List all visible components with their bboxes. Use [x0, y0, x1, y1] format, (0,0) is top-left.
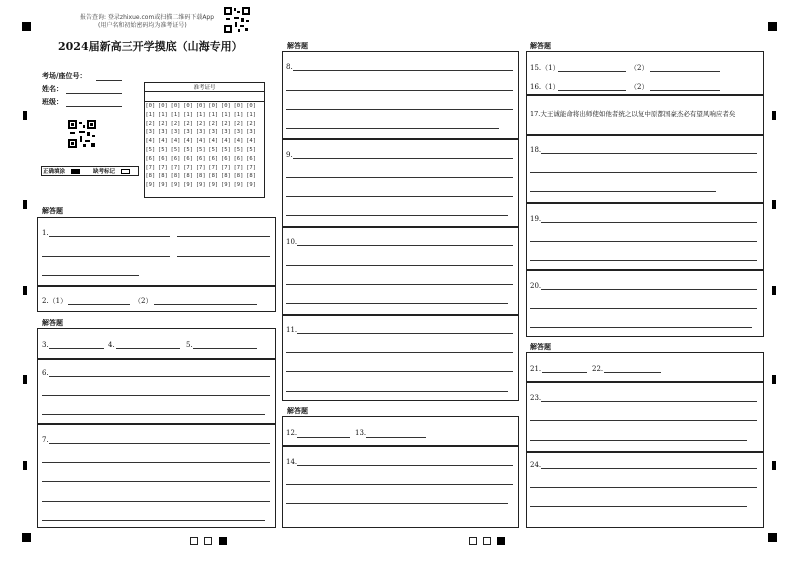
section-label: 解答题 [42, 318, 63, 327]
answer-box-q23 [526, 382, 764, 452]
ticket-digit-bubble[interactable]: [4] [220, 138, 231, 145]
q6-answer-line[interactable] [49, 376, 270, 377]
q23-answer-line[interactable] [541, 401, 757, 402]
timing-mark [768, 22, 777, 31]
q20-answer-line[interactable] [530, 327, 752, 328]
section-label: 解答题 [42, 206, 63, 215]
q2-part1-label: 2.（1） [42, 297, 68, 305]
page-mark-fill [219, 537, 227, 545]
q23-label: 23. [530, 394, 542, 402]
q3-answer-line[interactable] [49, 348, 104, 349]
ticket-digit-bubble[interactable]: [4] [233, 138, 244, 145]
section-label: 解答题 [287, 41, 308, 50]
ticket-digit-bubble[interactable]: [7] [246, 164, 257, 171]
q7-answer-line[interactable] [42, 462, 270, 463]
page-title: 2024届新高三开学摸底（山海专用） [58, 40, 243, 53]
q7-answer-line[interactable] [42, 520, 265, 521]
ticket-digit-bubble[interactable]: [8] [170, 173, 181, 180]
q10-answer-line[interactable] [286, 284, 513, 285]
q18-answer-line[interactable] [530, 191, 716, 192]
ticket-digit-bubble[interactable]: [9] [183, 182, 194, 189]
ticket-digit-bubble[interactable]: [1] [233, 111, 244, 118]
ticket-digit-bubble[interactable]: [3] [145, 129, 156, 136]
ticket-digit-bubble[interactable]: [2] [170, 120, 181, 127]
q20-answer-line[interactable] [530, 308, 757, 309]
timing-mark [772, 111, 776, 120]
q15-part1-label: 15.（1） [530, 64, 560, 72]
q2-part1-line[interactable] [68, 304, 130, 305]
q16-part1-line[interactable] [558, 90, 626, 91]
ticket-digit-bubble[interactable]: [7] [157, 164, 168, 171]
missing-mark-checkbox[interactable] [121, 169, 130, 174]
q1-answer-line[interactable] [49, 236, 170, 237]
q5-label: 5. [186, 341, 193, 349]
ticket-digit-bubble[interactable]: [2] [246, 120, 257, 127]
timing-mark [23, 111, 27, 120]
ticket-digit-grid[interactable] [144, 103, 265, 191]
ticket-digit-bubble[interactable]: [7] [208, 164, 219, 171]
ticket-digit-bubble[interactable]: [7] [233, 164, 244, 171]
ticket-digit-bubble[interactable]: [5] [208, 146, 219, 153]
ticket-digit-bubble[interactable]: [2] [220, 120, 231, 127]
ticket-digit-bubble[interactable]: [3] [220, 129, 231, 136]
student-qr-code [68, 120, 96, 148]
q19-answer-line[interactable] [541, 222, 757, 223]
ticket-digit-bubble[interactable]: [9] [195, 182, 206, 189]
report-notice-sub: (用户名和初始密码均为准考证号) [98, 22, 187, 29]
answer-box-q9 [282, 139, 519, 227]
section-label: 解答题 [530, 41, 551, 50]
ticket-digit-bubble[interactable]: [0] [145, 103, 156, 109]
timing-mark [772, 461, 776, 470]
ticket-digit-bubble[interactable]: [0] [220, 103, 231, 109]
q7-answer-line[interactable] [42, 481, 270, 482]
ticket-digit-bubble[interactable]: [8] [220, 173, 231, 180]
ticket-digit-bubble[interactable]: [3] [183, 129, 194, 136]
ticket-digit-bubble[interactable]: [3] [195, 129, 206, 136]
ticket-digit-bubble[interactable]: [3] [157, 129, 168, 136]
ticket-digit-bubble[interactable]: [8] [233, 173, 244, 180]
timing-mark [23, 200, 27, 209]
q1-answer-line[interactable] [177, 236, 270, 237]
ticket-digit-bubble[interactable]: [7] [170, 164, 181, 171]
q10-answer-line[interactable] [286, 303, 508, 304]
answer-box-q21-22 [526, 352, 764, 382]
q11-label: 11. [286, 326, 298, 334]
q9-label: 9. [286, 151, 293, 159]
ticket-digit-bubble[interactable]: [8] [195, 173, 206, 180]
q9-answer-line[interactable] [286, 215, 508, 216]
answer-box-q18 [526, 135, 764, 203]
ticket-digit-bubble[interactable]: [4] [145, 138, 156, 145]
answer-box-q11 [282, 315, 519, 401]
q24-label: 24. [530, 461, 542, 469]
q22-label: 22. [592, 365, 604, 373]
page-mark-box [483, 537, 491, 545]
answer-box-q14 [282, 446, 519, 528]
ticket-digit-bubble[interactable]: [7] [183, 164, 194, 171]
timing-mark [772, 286, 776, 295]
q8-answer-line[interactable] [286, 90, 513, 91]
q9-answer-line[interactable] [286, 177, 513, 178]
q18-label: 18. [530, 146, 542, 154]
ticket-digit-row [144, 112, 265, 121]
q14-label: 14. [286, 458, 298, 466]
ticket-digit-bubble[interactable]: [3] [208, 129, 219, 136]
ticket-digit-row [144, 129, 265, 138]
name-label: 姓名： [42, 84, 63, 93]
ticket-digit-bubble[interactable]: [6] [157, 155, 168, 162]
timing-mark [22, 533, 31, 542]
q11-answer-line[interactable] [297, 333, 513, 334]
ticket-divider [144, 91, 265, 92]
page-mark-fill [497, 537, 505, 545]
ticket-digit-bubble[interactable]: [9] [208, 182, 219, 189]
q19-answer-line[interactable] [530, 241, 757, 242]
ticket-digit-bubble[interactable]: [6] [183, 155, 194, 162]
correct-fill-label: 正确填涂 [43, 169, 66, 175]
missing-mark-label: 缺考标记 [93, 169, 116, 175]
ticket-digit-bubble[interactable]: [5] [145, 146, 156, 153]
ticket-digit-bubble[interactable]: [8] [246, 173, 257, 180]
ticket-digit-bubble[interactable]: [4] [195, 138, 206, 145]
section-label: 解答题 [530, 342, 551, 351]
ticket-digit-bubble[interactable]: [8] [145, 173, 156, 180]
ticket-digit-bubble[interactable]: [2] [208, 120, 219, 127]
q11-answer-line[interactable] [286, 391, 508, 392]
q3-label: 3. [42, 341, 49, 349]
answer-box-q8 [282, 51, 519, 139]
q10-label: 10. [286, 238, 298, 246]
ticket-digit-row [144, 103, 265, 112]
name-field[interactable] [66, 93, 122, 94]
q21-label: 21. [530, 365, 542, 373]
ticket-digit-bubble[interactable]: [6] [170, 155, 181, 162]
q14-answer-line[interactable] [286, 503, 508, 504]
ticket-digit-bubble[interactable]: [2] [145, 120, 156, 127]
timing-mark [772, 375, 776, 384]
answer-box-q24 [526, 452, 764, 528]
q15-part1-line[interactable] [558, 71, 626, 72]
ticket-digit-bubble[interactable]: [6] [145, 155, 156, 162]
q21-answer-line[interactable] [542, 372, 587, 373]
ticket-digit-bubble[interactable]: [2] [195, 120, 206, 127]
ticket-digit-row [144, 147, 265, 156]
ticket-digit-bubble[interactable]: [9] [220, 182, 231, 189]
ticket-digit-bubble[interactable]: [8] [208, 173, 219, 180]
ticket-digit-bubble[interactable]: [9] [170, 182, 181, 189]
ticket-digit-bubble[interactable]: [5] [195, 146, 206, 153]
q13-answer-line[interactable] [366, 437, 426, 438]
q10-answer-line[interactable] [286, 265, 513, 266]
q1-label: 1. [42, 229, 49, 237]
q9-answer-line[interactable] [293, 158, 513, 159]
q1-answer-line[interactable] [42, 256, 170, 257]
answer-box-q10 [282, 227, 519, 315]
q9-answer-line[interactable] [286, 196, 513, 197]
q8-answer-line[interactable] [286, 109, 513, 110]
ticket-digit-bubble[interactable]: [4] [246, 138, 257, 145]
page-mark-box [204, 537, 212, 545]
ticket-digit-bubble[interactable]: [3] [246, 129, 257, 136]
ticket-digit-bubble[interactable]: [2] [233, 120, 244, 127]
class-field[interactable] [66, 106, 122, 107]
q17-prompt: 17.大王诚能命将出师使如他者统之以复中原都国豪杰必有望风响应者矣 [530, 110, 736, 118]
q7-answer-line[interactable] [42, 501, 270, 502]
ticket-digit-bubble[interactable]: [0] [246, 103, 257, 109]
ticket-digit-bubble[interactable]: [8] [157, 173, 168, 180]
correct-fill-legend [43, 167, 80, 175]
ticket-digit-bubble[interactable]: [6] [195, 155, 206, 162]
ticket-digit-bubble[interactable]: [6] [208, 155, 219, 162]
q13-label: 13. [355, 429, 367, 437]
ticket-digit-bubble[interactable]: [5] [220, 146, 231, 153]
q11-answer-line[interactable] [286, 352, 513, 353]
ticket-digit-bubble[interactable]: [3] [170, 129, 181, 136]
q23-answer-line[interactable] [530, 420, 757, 421]
ticket-digit-bubble[interactable]: [5] [157, 146, 168, 153]
ticket-digit-row [144, 173, 265, 182]
q2-part2-label: （2） [134, 297, 153, 305]
ticket-digit-bubble[interactable]: [4] [183, 138, 194, 145]
ticket-digit-bubble[interactable]: [5] [233, 146, 244, 153]
q6-label: 6. [42, 369, 49, 377]
ticket-digit-bubble[interactable]: [0] [233, 103, 244, 109]
ticket-digit-bubble[interactable]: [5] [246, 146, 257, 153]
q24-answer-line[interactable] [530, 487, 757, 488]
timing-mark [772, 200, 776, 209]
ticket-digit-row [144, 182, 265, 191]
ticket-digit-bubble[interactable]: [9] [246, 182, 257, 189]
ticket-digit-bubble[interactable]: [3] [233, 129, 244, 136]
q15-part2-line[interactable] [650, 71, 720, 72]
q6-answer-line[interactable] [42, 395, 270, 396]
page-mark-box [469, 537, 477, 545]
q18-answer-line[interactable] [541, 153, 757, 154]
ticket-divider [144, 101, 265, 102]
answer-box-q7 [37, 424, 276, 528]
q24-answer-line[interactable] [530, 506, 747, 507]
q8-answer-line[interactable] [286, 128, 499, 129]
ticket-digit-row [144, 165, 265, 174]
q18-answer-line[interactable] [530, 172, 757, 173]
ticket-digit-bubble[interactable]: [1] [208, 111, 219, 118]
ticket-digit-bubble[interactable]: [1] [183, 111, 194, 118]
ticket-digit-bubble[interactable]: [1] [246, 111, 257, 118]
q20-answer-line[interactable] [541, 289, 757, 290]
q24-answer-line[interactable] [541, 468, 757, 469]
ticket-digit-bubble[interactable]: [1] [157, 111, 168, 118]
q1-answer-line[interactable] [177, 256, 270, 257]
ticket-digit-bubble[interactable]: [1] [195, 111, 206, 118]
exam-room-field[interactable] [96, 80, 122, 81]
q5-answer-line[interactable] [193, 348, 257, 349]
ticket-digit-bubble[interactable]: [9] [145, 182, 156, 189]
ticket-digit-bubble[interactable]: [6] [233, 155, 244, 162]
timing-mark [23, 461, 27, 470]
q7-label: 7. [42, 436, 49, 444]
ticket-digit-bubble[interactable]: [8] [183, 173, 194, 180]
page-mark-box [190, 537, 198, 545]
ticket-digit-bubble[interactable]: [4] [208, 138, 219, 145]
ticket-digit-bubble[interactable]: [1] [170, 111, 181, 118]
q4-label: 4. [108, 341, 115, 349]
ticket-digit-bubble[interactable]: [7] [145, 164, 156, 171]
q2-part2-line[interactable] [154, 304, 257, 305]
report-notice: 报告查询: 登录zhixue.com或扫描二维码下载App [80, 14, 215, 21]
q16-part2-line[interactable] [650, 90, 720, 91]
ticket-digit-bubble[interactable]: [4] [170, 138, 181, 145]
answer-box-q3-5 [37, 328, 276, 359]
ticket-digit-bubble[interactable]: [1] [220, 111, 231, 118]
q1-answer-line[interactable] [42, 275, 139, 276]
q14-answer-line[interactable] [286, 484, 513, 485]
ticket-digit-bubble[interactable]: [0] [170, 103, 181, 109]
ticket-digit-bubble[interactable]: [4] [157, 138, 168, 145]
ticket-digit-bubble[interactable]: [0] [183, 103, 194, 109]
timing-mark [23, 286, 27, 295]
ticket-digit-bubble[interactable]: [6] [246, 155, 257, 162]
ticket-digit-bubble[interactable]: [0] [157, 103, 168, 109]
app-qr-code [224, 7, 250, 33]
ticket-digit-bubble[interactable]: [9] [233, 182, 244, 189]
ticket-digit-bubble[interactable]: [7] [220, 164, 231, 171]
answer-box-q2 [37, 286, 276, 312]
q12-answer-line[interactable] [297, 437, 350, 438]
exam-room-label: 考场/座位号： [42, 71, 87, 80]
timing-mark [23, 375, 27, 384]
ticket-digit-bubble[interactable]: [0] [195, 103, 206, 109]
q15-part2-label: （2） [630, 64, 649, 72]
q23-answer-line[interactable] [530, 440, 747, 441]
q19-answer-line[interactable] [530, 260, 757, 261]
ticket-digit-bubble[interactable]: [9] [157, 182, 168, 189]
q16-part2-label: （2） [630, 83, 649, 91]
q4-answer-line[interactable] [116, 348, 180, 349]
q12-label: 12. [286, 429, 298, 437]
timing-mark [22, 22, 31, 31]
answer-box-q12-13 [282, 416, 519, 446]
ticket-digit-bubble[interactable]: [7] [195, 164, 206, 171]
q7-answer-line[interactable] [49, 443, 270, 444]
ticket-digit-row [144, 138, 265, 147]
ticket-digit-bubble[interactable]: [1] [145, 111, 156, 118]
missing-mark-legend [93, 167, 130, 175]
ticket-digit-bubble[interactable]: [2] [183, 120, 194, 127]
ticket-digit-bubble[interactable]: [2] [157, 120, 168, 127]
class-label: 班级： [42, 97, 63, 106]
q10-answer-line[interactable] [297, 245, 513, 246]
q19-label: 19. [530, 215, 542, 223]
ticket-digit-bubble[interactable]: [5] [170, 146, 181, 153]
q6-answer-line[interactable] [42, 414, 265, 415]
q8-label: 8. [286, 63, 293, 71]
filled-mark-icon [71, 169, 80, 174]
section-label: 解答题 [287, 406, 308, 415]
q22-answer-line[interactable] [604, 372, 661, 373]
q16-part1-label: 16.（1） [530, 83, 560, 91]
q8-answer-line[interactable] [293, 70, 513, 71]
ticket-digit-bubble[interactable]: [5] [183, 146, 194, 153]
ticket-digit-bubble[interactable]: [6] [220, 155, 231, 162]
timing-mark [768, 533, 777, 542]
ticket-number-label: 准考证号 [193, 85, 216, 91]
ticket-digit-row [144, 156, 265, 165]
q11-answer-line[interactable] [286, 371, 513, 372]
q14-answer-line[interactable] [297, 465, 513, 466]
ticket-digit-row [144, 121, 265, 130]
q20-label: 20. [530, 282, 542, 290]
ticket-digit-bubble[interactable]: [0] [208, 103, 219, 109]
